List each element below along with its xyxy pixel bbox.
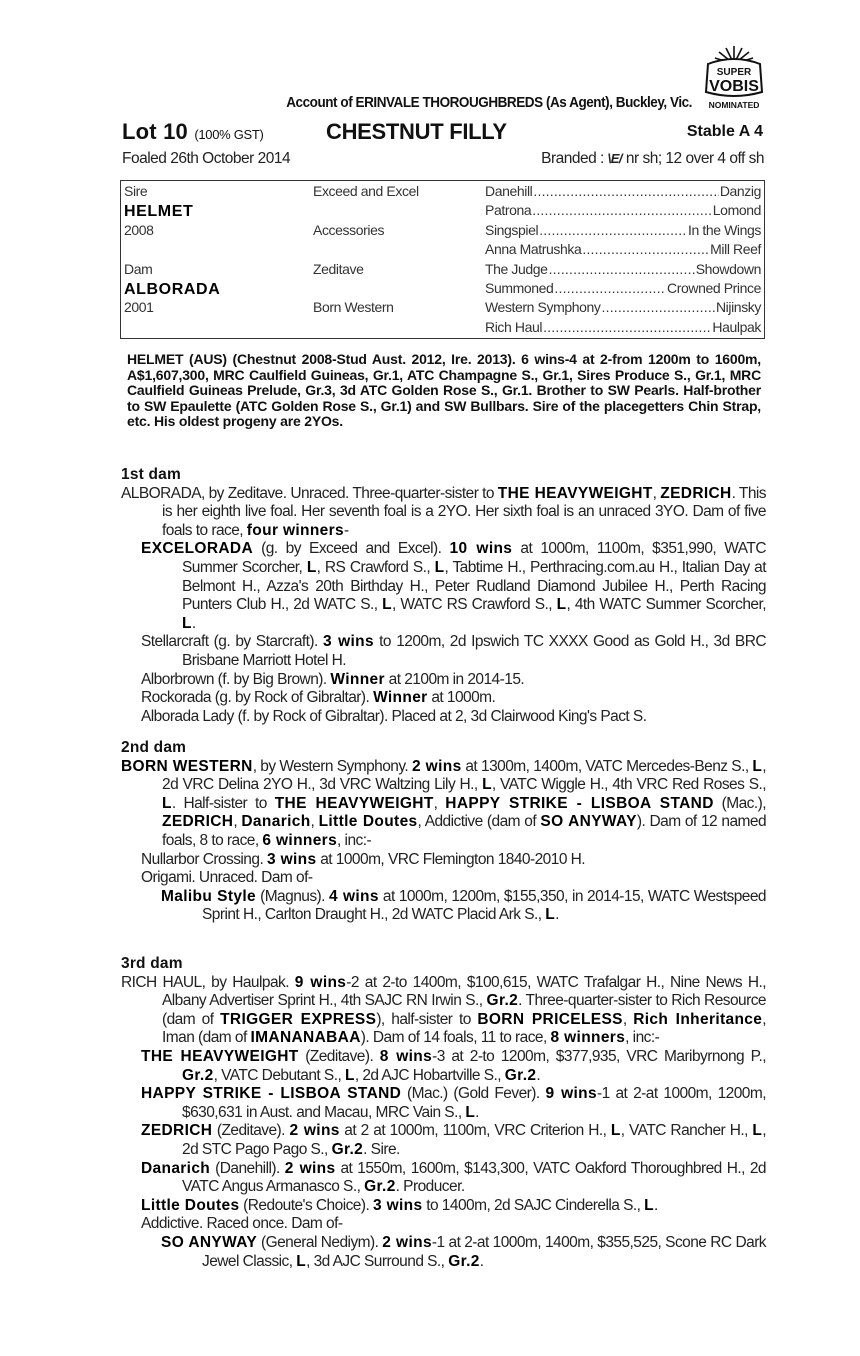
- ancestor-name: Patrona: [485, 202, 532, 219]
- pedigree-entry: [121, 1048, 766, 1085]
- pedigree-row: [121, 261, 764, 281]
- text-run: ,: [622, 1010, 634, 1028]
- pedigree-entry: [121, 869, 766, 888]
- pedigree-entry: [121, 758, 766, 851]
- pedigree-row: [121, 222, 764, 242]
- bold-text-run: ZEDRICH: [162, 813, 234, 831]
- lot-label: Lot 10: [122, 119, 188, 144]
- bold-text-run: L: [465, 1103, 476, 1121]
- pedigree-grandparent: Zeditave: [313, 260, 364, 277]
- bold-text-run: Malibu Style: [161, 887, 256, 905]
- pedigree-great-grandparent: [485, 261, 761, 277]
- bold-text-run: BORN WESTERN: [121, 757, 253, 775]
- text-run: (Danehill).: [210, 1159, 285, 1177]
- dot-leader: [543, 319, 711, 335]
- bold-text-run: THE HEAVYWEIGHT: [274, 794, 434, 812]
- second-dam-section: [121, 739, 766, 925]
- gst-note: (100% GST): [194, 127, 264, 142]
- text-run: Nullarbor Crossing.: [141, 850, 267, 868]
- bold-text-run: Gr.2: [331, 1140, 364, 1158]
- bold-text-run: THE HEAVYWEIGHT: [141, 1047, 299, 1065]
- pedigree-great-grandparent: [485, 202, 761, 218]
- ancestor-sire: Mill Reef: [710, 241, 761, 258]
- bold-text-run: L: [382, 596, 392, 614]
- bold-text-run: Gr.2: [448, 1252, 480, 1270]
- bold-text-run: ZEDRICH: [141, 1122, 213, 1140]
- pedigree-entry: [121, 1215, 766, 1234]
- bold-text-run: Winner: [373, 689, 428, 707]
- foaled-date: Foaled 26th October 2014: [122, 150, 291, 167]
- text-run: ), half-sister to: [376, 1010, 478, 1028]
- bold-text-run: Rich Inheritance: [633, 1010, 763, 1028]
- ancestor-name: Anna Matrushka: [485, 241, 582, 258]
- pedigree-cell: 2001: [124, 299, 154, 316]
- pedigree-grandparent: Born Western: [313, 299, 394, 316]
- text-run: (General Nediym).: [257, 1233, 383, 1251]
- text-run: (Mac.),: [713, 794, 767, 812]
- text-run: , Iman (dam of: [162, 1010, 766, 1047]
- logo-vobis-text: VOBIS: [709, 78, 759, 95]
- ancestor-name: The Judge: [485, 260, 548, 277]
- bold-text-run: L: [644, 1196, 654, 1214]
- text-run: , 2d VRC Delina 2YO H., 3d VRC Waltzing Lily H.,: [162, 757, 766, 794]
- ancestor-sire: Nijinsky: [715, 299, 761, 316]
- pedigree-row: [121, 241, 764, 261]
- text-run: at 2 at 1000m, 1100m, VRC Criterion H.,: [339, 1122, 611, 1140]
- text-run: (Zeditave).: [298, 1047, 380, 1065]
- bold-text-run: BORN PRICELESS: [477, 1010, 623, 1028]
- pedigree-row: [121, 183, 764, 203]
- bold-text-run: SO ANYWAY: [161, 1233, 258, 1251]
- text-run: .: [191, 614, 196, 632]
- text-run: , by Western Symphony.: [252, 757, 412, 775]
- text-run: -2 at 2-to 1400m, $100,615, WATC Trafalgar H., Nine News H., Albany Advertiser Sprint H., 4th SAJC RN Irwin S.,: [162, 973, 766, 1010]
- stable-location: Stable A 4: [686, 123, 763, 140]
- horse-description: CHESTNUT FILLY: [326, 119, 507, 144]
- pedigree-entry: [121, 851, 766, 870]
- text-run: , 2d AJC Hobartville S.,: [354, 1066, 505, 1084]
- text-run: . Half-sister to: [171, 794, 275, 812]
- bold-text-run: EXCELORADA: [141, 540, 254, 558]
- dot-leader: [554, 280, 666, 296]
- text-run: ). Dam of 12 named foals, 8 to race,: [162, 813, 767, 849]
- lot-number: [122, 119, 264, 145]
- bold-text-run: 8 wins: [379, 1047, 433, 1065]
- text-run: at 1000m, 1100m, $351,990, WATC Summer Scorcher,: [182, 540, 766, 576]
- bold-text-run: Danarich: [141, 1159, 211, 1177]
- text-run: Rockorada (g. by Rock of Gibraltar).: [141, 689, 374, 707]
- ancestor-sire: Haulpak: [712, 318, 761, 335]
- text-run: ,: [652, 484, 661, 502]
- text-run: at 1000m, 1200m, $155,350, in 2014-15, WATC Westspeed Sprint H., Carlton Draught H., 2d WATC Placid Ark S.,: [202, 887, 766, 924]
- text-run: . Sire.: [363, 1140, 400, 1158]
- ancestor-sire: Danzig: [719, 183, 761, 199]
- pedigree-entry: [121, 485, 766, 541]
- text-run: (g. by Exceed and Excel).: [253, 540, 450, 558]
- third-dam-section: [121, 955, 766, 1271]
- pedigree-row: [121, 319, 764, 339]
- pedigree-row: [121, 280, 764, 300]
- bold-text-run: 10 wins: [449, 540, 513, 558]
- text-run: Alborbrown (f. by Big Brown).: [141, 670, 331, 688]
- pedigree-great-grandparent: [485, 319, 761, 335]
- bold-text-run: Winner: [330, 670, 385, 688]
- bold-text-run: 2 wins: [284, 1159, 336, 1177]
- pedigree-entry: [121, 888, 766, 925]
- text-run: , WATC RS Crawford S.,: [391, 596, 557, 614]
- bold-text-run: HAPPY STRIKE - LISBOA STAND: [141, 1085, 402, 1103]
- section-heading: 1st dam: [121, 466, 181, 483]
- pedigree-entry: [121, 708, 766, 727]
- text-run: -1 at 2-at 1000m, 1200m, $630,631 in Aust. and Macau, MRC Vain S.,: [182, 1085, 766, 1121]
- text-run: ,: [310, 813, 319, 831]
- dot-leader: [549, 261, 695, 277]
- dot-leader: [539, 222, 687, 238]
- pedigree-great-grandparent: [485, 241, 761, 257]
- text-run: (Zeditave).: [212, 1122, 290, 1140]
- vendor-account: Account of ERINVALE THOROUGHBREDS (As Agent), Buckley, Vic.: [286, 94, 692, 111]
- text-run: .: [555, 906, 559, 924]
- text-run: .: [536, 1066, 541, 1084]
- bold-text-run: Danarich: [241, 813, 311, 831]
- sire-summary: HELMET (AUS) (Chestnut 2008-Stud Aust. 2012, Ire. 2013). 6 wins-4 at 2-from 1200m to 1600m, A$1,607,300, MRC Caulfield Guineas, Gr.1, ATC Champagne S., Gr.1, Sires Produce S., Gr.1, MRC Caulfield Guineas Prelude, Gr.3, 3d ATC Golden Rose S., Gr.1. Brother to SW Pearls. Half-brother to SW Epaulette (ATC Golden Rose S., Gr.1) and SW Bullbars. Sire of the placegetters Chin Strap, etc. His oldest progeny are 2YOs.: [127, 351, 761, 430]
- ancestor-sire: Lomond: [712, 202, 761, 219]
- pedigree-entry: [121, 1234, 766, 1271]
- text-run: to 1400m, 2d SAJC Cinderella S.,: [422, 1196, 645, 1214]
- bold-text-run: Little Doutes: [318, 813, 418, 831]
- bold-text-run: four winners: [246, 521, 345, 539]
- bold-text-run: L: [306, 558, 317, 576]
- text-run: Addictive. Raced once. Dam of-: [141, 1215, 343, 1233]
- text-run: RICH HAUL, by Haulpak.: [121, 973, 295, 991]
- bold-text-run: L: [482, 776, 492, 794]
- text-run: at 2100m in 2014-15.: [384, 670, 525, 688]
- pedigree-entry: [121, 633, 766, 670]
- bold-text-run: Gr.2: [182, 1066, 214, 1084]
- text-run: -: [344, 521, 349, 539]
- pedigree-entry: [121, 1122, 766, 1159]
- dot-leader: [533, 183, 718, 199]
- ancestor-sire: In the Wings: [687, 221, 761, 238]
- bold-text-run: 3 wins: [323, 633, 374, 651]
- bold-text-run: L: [182, 614, 192, 632]
- pedigree-cell: Sire: [124, 183, 148, 199]
- brand-label: Branded :: [541, 150, 604, 167]
- pedigree-entry: [121, 689, 766, 708]
- bold-text-run: L: [556, 596, 567, 614]
- pedigree-entry: [121, 1085, 766, 1122]
- bold-text-run: 9 wins: [294, 973, 347, 991]
- ancestor-name: Western Symphony: [485, 299, 601, 316]
- pedigree-table: [120, 180, 765, 339]
- pedigree-entry: [121, 671, 766, 690]
- bold-text-run: IMANANABAA: [250, 1029, 361, 1047]
- text-run: . Three-quarter-sister to Rich Resource (dam of: [162, 992, 766, 1028]
- text-run: ). Dam of 14 foals, 11 to race,: [360, 1029, 551, 1047]
- pedigree-entry: [121, 1197, 766, 1216]
- text-run: (Redoute's Choice).: [239, 1196, 373, 1214]
- bold-text-run: 2 wins: [412, 757, 462, 775]
- text-run: -1 at 2-at 1000m, 1400m, $355,525, Scone RC Dark Jewel Classic,: [202, 1233, 766, 1270]
- text-run: Alborada Lady (f. by Rock of Gibraltar). Placed at 2, 3d Clairwood King's Pact S.: [141, 707, 647, 725]
- pedigree-great-grandparent: [485, 280, 761, 296]
- bold-text-run: Gr.2: [486, 992, 519, 1010]
- pedigree-cell: 2008: [124, 221, 154, 238]
- pedigree-cell: Dam: [124, 260, 153, 277]
- text-run: . This is her eighth live foal. Her seventh foal is a 2YO. Her sixth foal is an unraced 3YO. Dam of five foals to race,: [162, 484, 766, 539]
- bold-text-run: L: [345, 1066, 355, 1084]
- brand-mark-icon: \E/: [607, 151, 623, 166]
- bold-text-run: L: [545, 906, 556, 924]
- text-run: .: [479, 1252, 484, 1270]
- logo-super-text: SUPER: [716, 67, 752, 78]
- pedigree-entry: [121, 974, 766, 1048]
- text-run: , 3d AJC Surround S.,: [306, 1252, 449, 1270]
- text-run: ,: [233, 813, 242, 831]
- bold-text-run: 4 wins: [329, 887, 379, 905]
- dam-name: ALBORADA: [124, 281, 221, 298]
- section-heading: 3rd dam: [121, 955, 183, 972]
- brand-info: [541, 150, 764, 168]
- bold-text-run: 2 wins: [289, 1122, 340, 1140]
- brand-description: nr sh; 12 over 4 off sh: [625, 150, 764, 167]
- bold-text-run: 2 wins: [382, 1233, 432, 1251]
- text-run: at 1000m.: [427, 689, 496, 707]
- bold-text-run: L: [752, 757, 763, 775]
- text-run: , inc:-: [337, 831, 372, 849]
- section-heading: 2nd dam: [121, 739, 187, 756]
- text-run: ALBORADA, by Zeditave. Unraced. Three-quarter-sister to: [121, 484, 498, 502]
- dot-leader: [532, 202, 712, 218]
- bold-text-run: SO ANYWAY: [540, 813, 637, 831]
- ancestor-name: Rich Haul: [485, 318, 543, 335]
- ancestor-name: Danehill: [485, 183, 533, 199]
- text-run: .: [653, 1196, 658, 1214]
- ancestor-sire: Showdown: [695, 260, 761, 277]
- bold-text-run: HAPPY STRIKE - LISBOA STAND: [445, 794, 714, 812]
- text-run: , RS Crawford S.,: [316, 558, 435, 576]
- first-dam-section: [121, 466, 766, 726]
- text-run: , inc:-: [625, 1029, 660, 1047]
- text-run: Origami. Unraced. Dam of-: [141, 869, 313, 887]
- text-run: at 1550m, 1600m, $143,300, VATC Oakford Thoroughbred H., 2d VATC Angus Armanasco S.,: [182, 1159, 767, 1196]
- pedigree-great-grandparent: [485, 299, 761, 315]
- pedigree-grandparent: Exceed and Excel: [313, 183, 419, 199]
- pedigree-entry: [121, 1160, 766, 1197]
- bold-text-run: L: [610, 1122, 621, 1140]
- text-run: , VATC Debutant S.,: [213, 1066, 345, 1084]
- bold-text-run: 8 winners: [550, 1029, 626, 1047]
- ancestor-name: Summoned: [485, 280, 554, 296]
- bold-text-run: 9 wins: [545, 1085, 597, 1103]
- bold-text-run: TRIGGER EXPRESS: [220, 1010, 377, 1028]
- text-run: .: [475, 1103, 479, 1121]
- text-run: at 1300m, 1400m, VATC Mercedes-Benz S.,: [461, 757, 753, 775]
- pedigree-entry: [121, 540, 766, 633]
- bold-text-run: ZEDRICH: [660, 484, 732, 502]
- ancestor-sire: Crowned Prince: [667, 280, 761, 296]
- text-run: , 2d STC Pago Pago S.,: [182, 1122, 767, 1158]
- text-run: (Mac.) (Gold Fever).: [401, 1085, 546, 1103]
- text-run: Stellarcraft (g. by Starcraft).: [141, 633, 324, 651]
- bold-text-run: Gr.2: [504, 1066, 537, 1084]
- bold-text-run: L: [296, 1252, 307, 1270]
- text-run: (Magnus).: [255, 887, 329, 905]
- dot-leader: [602, 299, 715, 315]
- bold-text-run: L: [162, 794, 172, 812]
- bold-text-run: 3 wins: [266, 850, 317, 868]
- sire-name: HELMET: [124, 203, 194, 221]
- logo-nominated-text: NOMINATED: [708, 100, 760, 110]
- bold-text-run: THE HEAVYWEIGHT: [497, 484, 653, 502]
- bold-text-run: L: [434, 558, 445, 576]
- text-run: -3 at 2-to 1200m, $377,935, VRC Maribyrnong P.,: [432, 1047, 766, 1065]
- text-run: , 4th WATC Summer Scorcher,: [566, 596, 767, 614]
- super-vobis-nominated-logo: [698, 44, 770, 110]
- ancestor-name: Singspiel: [485, 221, 539, 238]
- bold-text-run: Gr.2: [364, 1178, 396, 1196]
- bold-text-run: 6 winners: [262, 831, 338, 849]
- pedigree-grandparent: Accessories: [313, 221, 385, 238]
- dot-leader: [582, 241, 709, 257]
- text-run: , Tabtime H., Perthracing.com.au H., Italian Day at Belmont H., Azza's 20th Birthday H., Peter Rudland Diamond Jubilee H., Perth Racing Punters Club H., 2d WATC S.,: [182, 558, 766, 614]
- text-run: to 1200m, 2d Ipswich TC XXXX Good as Gold H., 3d BRC Brisbane Marriott Hotel H.: [182, 633, 766, 669]
- pedigree-row: [121, 202, 764, 222]
- bold-text-run: Little Doutes: [141, 1196, 240, 1214]
- text-run: at 1000m, VRC Flemington 1840-2010 H.: [316, 850, 586, 868]
- pedigree-great-grandparent: [485, 222, 761, 238]
- pedigree-great-grandparent: [485, 183, 761, 199]
- text-run: , VATC Wiggle H., 4th VRC Red Roses S.,: [491, 776, 766, 794]
- lot-line: [120, 119, 765, 145]
- bold-text-run: 3 wins: [372, 1196, 423, 1214]
- bold-text-run: L: [752, 1122, 763, 1140]
- text-run: , Addictive (dam of: [417, 813, 541, 831]
- pedigree-row: [121, 299, 764, 319]
- text-run: ,: [433, 794, 446, 812]
- text-run: , VATC Rancher H.,: [620, 1122, 753, 1140]
- text-run: . Producer.: [395, 1178, 465, 1196]
